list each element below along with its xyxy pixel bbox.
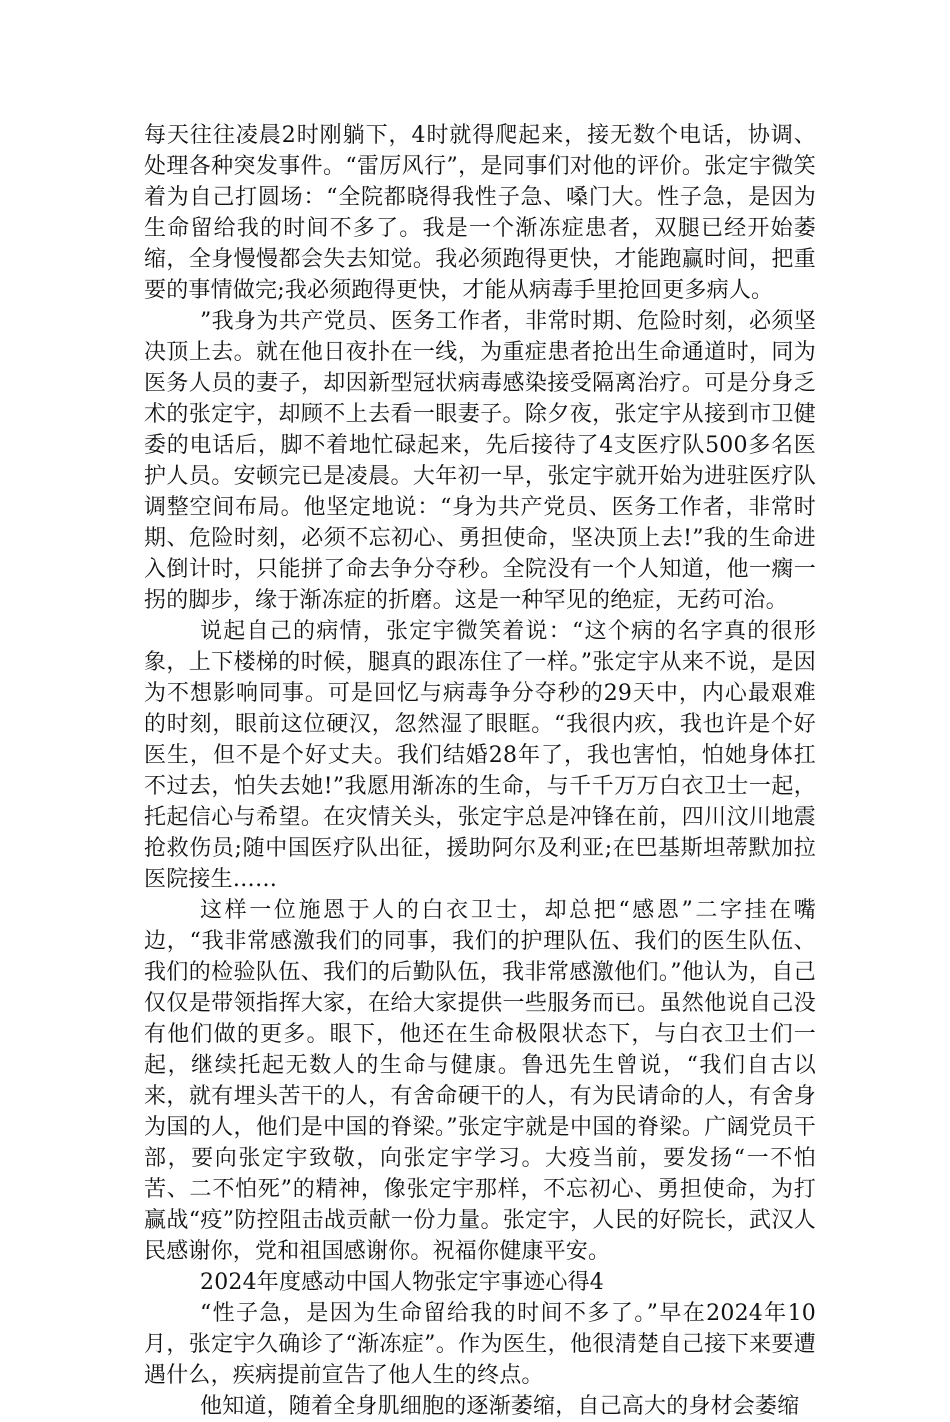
section-heading: 2024年度感动中国人物张定宇事迹心得4	[200, 1270, 604, 1295]
paragraph-2: ”我身为共产党员、医务工作者，非常时期、危险时刻，必须坚决顶上去。就在他日夜扑在一线，为重症患者抢出生命通道时，同为医务人员的妻子，却因新型冠状病毒感染接受隔离治疗。可是分身乏术的张定宇，却顾不上去看一眼妻子。除夕夜，张定宇从接到市卫健委的电话后，脚不着地忙碌起来，先后接待了4支医疗队500多名医护人员。安顿完已是凌晨。大年初一早，张定宇就开始为进驻医疗队调整空间布局。他坚定地说：“身为共产党员、医务工作者，非常时期、危险时刻，必须不忘初心、勇担使命，坚决顶上去!”我的生命进入倒计时，只能拼了命去争分夺秒。全院没有一个人知道，他一瘸一拐的脚步，缘于渐冻症的折磨。这是一种罕见的绝症，无药可治。	[144, 309, 816, 613]
paragraph-3: 说起自己的病情，张定宇微笑着说：“这个病的名字真的很形象，上下楼梯的时候，腿真的跟冻住了一样。”张定宇从来不说，是因为不想影响同事。可是回忆与病毒争分夺秒的29天中，内心最艰难的时刻，眼前这位硬汉，忽然湿了眼眶。“我很内疚，我也许是个好医生，但不是个好丈夫。我们结婚28年了，我也害怕，怕她身体扛不过去，怕失去她!”我愿用渐冻的生命，与千千万万白衣卫士一起，托起信心与希望。在灾情关头，张定宇总是冲锋在前，四川汶川地震抢救伤员;随中国医疗队出征，援助阿尔及利亚;在巴基斯坦蒂默加拉医院接生……	[144, 619, 816, 892]
paragraph-1: 每天往往凌晨2时刚躺下，4时就得爬起来，接无数个电话，协调、处理各种突发事件。“雷厉风行”，是同事们对他的评价。张定宇微笑着为自己打圆场：“全院都晓得我性子急、嗓门大。性子急，是因为生命留给我的时间不多了。我是一个渐冻症患者，双腿已经开始萎缩，全身慢慢都会失去知觉。我必须跑得更快，才能跑赢时间，把重要的事情做完;我必须跑得更快，才能从病毒手里抢回更多病人。	[144, 123, 816, 303]
paragraph-5: “性子急，是因为生命留给我的时间不多了。”早在2024年10月，张定宇久确诊了“渐冻症”。作为医生，他很清楚自己接下来要遭遇什么，疾病提前宣告了他人生的终点。	[144, 1301, 816, 1388]
paragraph-4: 这样一位施恩于人的白衣卫士，却总把“感恩”二字挂在嘴边，“我非常感激我们的同事，我们的护理队伍、我们的医生队伍、我们的检验队伍、我们的后勤队伍，我非常感激他们。”他认为，自己仅仅是带领指挥大家，在给大家提供一些服务而已。虽然他说自己没有他们做的更多。眼下，他还在生命极限状态下，与白衣卫士们一起，继续托起无数人的生命与健康。鲁迅先生曾说，“我们自古以来，就有埋头苦干的人，有舍命硬干的人，有为民请命的人，有舍身为国的人，他们是中国的脊梁。”张定宇就是中国的脊梁。广阔党员干部，要向张定宇致敬，向张定宇学习。大疫当前，要发扬“一不怕苦、二不怕死”的精神，像张定宇那样，不忘初心、勇担使命，为打赢战“疫”防控阻击战贡献一份力量。张定宇，人民的好院长，武汉人民感谢你，党和祖国感谢你。祝福你健康平安。	[144, 898, 816, 1264]
paragraph-6: 他知道，随着全身肌细胞的逐渐萎缩，自己高大的身材会萎缩	[200, 1394, 800, 1419]
document-body	[144, 120, 816, 1422]
